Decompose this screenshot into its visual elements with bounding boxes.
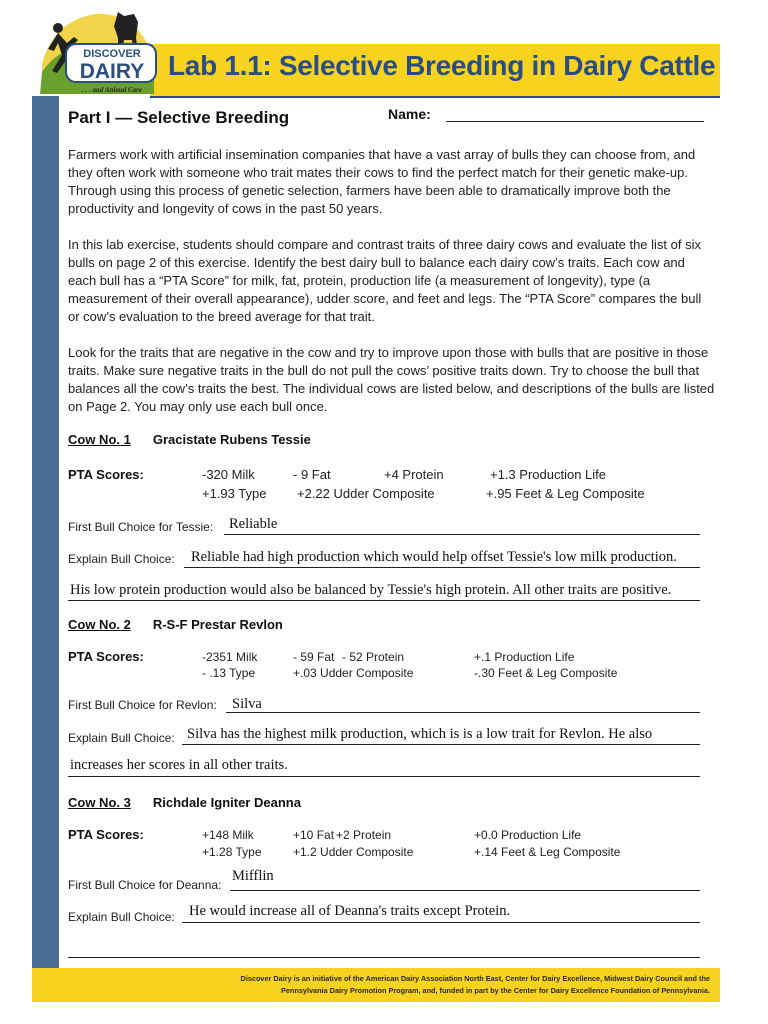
cow-3-heading <box>68 795 301 810</box>
cow-2-heading <box>68 617 283 632</box>
score-milk: +148 Milk <box>202 828 254 842</box>
name-label: Name: <box>388 106 431 122</box>
explain-choice-label: Explain Bull Choice: <box>68 731 175 745</box>
score-production-life: +1.3 Production Life <box>490 467 606 482</box>
footer-line-1: Discover Dairy is an initiative of the American Dairy Association North East, Center for Dairy Excellence, Midwest Dairy Council and the <box>240 974 710 983</box>
score-fat: +10 Fat <box>293 828 335 842</box>
score-type: - .13 Type <box>202 666 256 680</box>
pta-scores-label: PTA Scores: <box>68 649 144 664</box>
score-feet-leg-composite: -.30 Feet & Leg Composite <box>474 666 618 680</box>
cow-name: Richdale Igniter Deanna <box>152 795 301 810</box>
score-udder-composite: +1.2 Udder Composite <box>293 845 414 859</box>
explain-field-line-1[interactable] <box>184 567 700 568</box>
discover-dairy-logo <box>32 2 160 96</box>
explain-answer-line-2: His low protein production would also be balanced by Tessie's high protein. All other traits are positive. <box>70 582 672 598</box>
intro-paragraph-2: In this lab exercise, students should compare and contrast traits of three dairy cows and evaluate the list of six bulls on page 2 of this exercise. Identify the best dairy bull to balance each dairy cow’s traits. Each cow and each bull has a “PTA Score” for milk, fat, protein, production life (a measurement of longevity), type (a measurement of their overall appearance), udder score, and feet and legs. The “PTA Score” compares the bull or cow’s evaluation to the breed average for that trait. <box>68 237 702 324</box>
explain-field-line-2[interactable] <box>68 957 700 958</box>
score-fat: - 9 Fat <box>293 467 331 482</box>
bull-choice-label: First Bull Choice for Deanna: <box>68 878 222 892</box>
bull-choice-answer: Silva <box>232 696 262 712</box>
left-sidebar-stripe <box>32 96 59 980</box>
score-milk: -320 Milk <box>202 467 255 482</box>
score-type: +1.93 Type <box>202 486 267 501</box>
score-type: +1.28 Type <box>202 845 262 859</box>
score-protein: +4 Protein <box>384 467 444 482</box>
explain-field-line-1[interactable] <box>182 922 700 923</box>
score-udder-composite: +.03 Udder Composite <box>293 666 414 680</box>
score-feet-leg-composite: +.95 Feet & Leg Composite <box>486 486 645 501</box>
score-protein: +2 Protein <box>336 828 392 842</box>
bull-choice-field[interactable] <box>230 890 700 891</box>
bull-choice-answer: Reliable <box>229 516 278 532</box>
intro-paragraph-3: Look for the traits that are negative in the cow and try to improve upon those with bulls that are positive in those traits. Make sure negative traits in the bull do not pull the cows’ positive traits down. Try to choose the bull that balances all the cow’s traits the best. The individual cows are listed below, and descriptions of the bulls are listed on Page 2. You may only use each bull once. <box>68 345 715 414</box>
cow-1-heading <box>68 432 311 447</box>
score-udder-composite: +2.22 Udder Composite <box>297 486 435 501</box>
pta-scores-label: PTA Scores: <box>68 827 144 842</box>
bull-choice-field[interactable] <box>224 534 700 535</box>
footer-credits <box>120 973 710 997</box>
score-feet-leg-composite: +.14 Feet & Leg Composite <box>474 845 621 859</box>
intro-paragraph-1: Farmers work with artificial insemination companies that have a vast array of bulls they can choose from, and they often work with someone who trait mates their cows to find the perfect match for their genetic make-up. Through using this process of genetic selection, farmers have been able to dramatically improve both the productivity and longevity of cows in the past 50 years. <box>68 147 696 216</box>
explain-field-line-2[interactable] <box>68 600 700 601</box>
explain-choice-label: Explain Bull Choice: <box>68 910 175 924</box>
explain-choice-label: Explain Bull Choice: <box>68 552 175 566</box>
name-field[interactable] <box>446 121 704 122</box>
score-production-life: +.1 Production Life <box>474 650 575 664</box>
logo-dairy-text: DAIRY <box>79 60 145 83</box>
logo-discover-text: DISCOVER <box>83 48 141 60</box>
explain-answer-line-1: He would increase all of Deanna's traits except Protein. <box>189 903 511 919</box>
explain-field-line-1[interactable] <box>182 744 700 745</box>
explain-field-line-2[interactable] <box>68 776 700 777</box>
cow-number: Cow No. 3 <box>68 795 131 810</box>
cow-name: R-S-F Prestar Revlon <box>152 617 283 632</box>
cow-number: Cow No. 2 <box>68 617 131 632</box>
explain-answer-line-1: Silva has the highest milk production, which is is a low trait for Revlon. He also <box>187 726 653 742</box>
score-milk: -2351 Milk <box>202 650 258 664</box>
bull-choice-label: First Bull Choice for Tessie: <box>68 520 214 534</box>
score-production-life: +0.0 Production Life <box>474 828 582 842</box>
score-protein: - 52 Protein <box>342 650 405 664</box>
score-fat: - 59 Fat <box>293 650 335 664</box>
bull-choice-answer: Mifflin <box>232 868 274 884</box>
bull-choice-label: First Bull Choice for Revlon: <box>68 698 217 712</box>
bull-choice-field[interactable] <box>226 712 700 713</box>
cow-number: Cow No. 1 <box>68 432 131 447</box>
page-title: Lab 1.1: Selective Breeding in Dairy Cattle <box>168 50 716 81</box>
logo-tagline-text: . . . and Animal Care <box>81 86 143 94</box>
cow-name: Gracistate Rubens Tessie <box>152 432 311 447</box>
pta-scores-label: PTA Scores: <box>68 467 144 482</box>
explain-answer-line-2: increases her scores in all other traits. <box>70 757 288 773</box>
footer-line-2: Pennsylvania Dairy Promotion Program, and, funded in part by the Center for Dairy Excellence Foundation of Pennsylvania. <box>281 986 710 995</box>
title-banner-underline <box>150 96 720 98</box>
section-title: Part I — Selective Breeding <box>68 108 290 127</box>
explain-answer-line-1: Reliable had high production which would help offset Tessie's low milk production. <box>191 549 677 565</box>
